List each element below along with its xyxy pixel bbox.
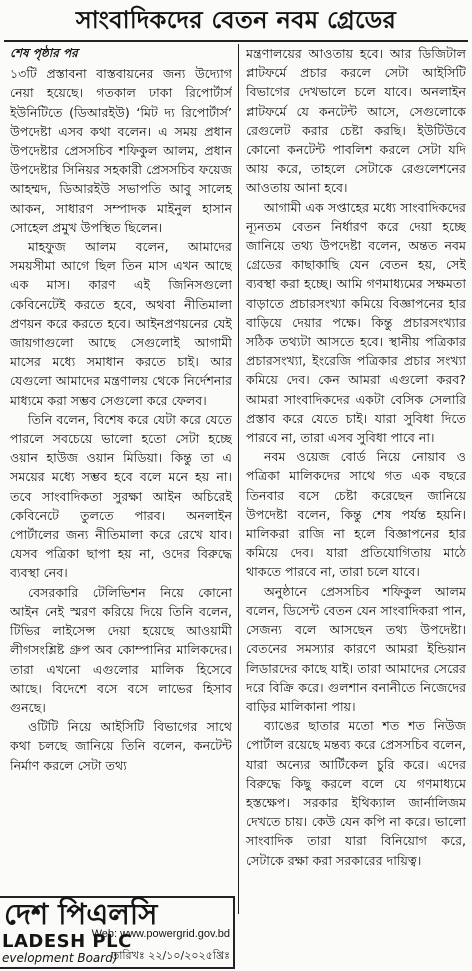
article-paragraph: ব্যাঙের ছাতার মতো শত শত নিউজ পোর্টাল রয়েছে মন্তব্য করে প্রেসসচিব বলেন, যারা অন্যের আর্টিকেল চুরি করে। এদের বিরুদ্ধে কিছু করলে বলে যে গণমাধ্যমে হস্তক্ষেপ। সরকার ইথিক্যাল জার্নালিজম দেখতে চায়। কেউ যেন কপি না করে। ভালো সাংবাদিক তারা যারা বিনিয়োগ করে, সেটাকে রক্ষা করা সরকারের দায়িত্ব। (246, 718, 466, 868)
article-paragraph: মাহফুজ আলম বলেন, আমাদের সময়সীমা আগে ছিল তিন মাস এখন আছে এক মাস। কারণ এই জিনিসগুলো কেবিনেটেই করতে হবে, অথবা নীতিমালা প্রণয়ন করে করতে হবে। আইনপ্রণয়নের যেই জায়গাগুলো আছে সেগুলোই আগামী মাসের মধ্যে সমাধান করতে চাই। আর যেগুলো আমাদের মন্ত্রণালয় থেকে নির্দেশনার মাধ্যমে করা সম্ভব সেগুলো করে ফেলব। (10, 239, 232, 408)
article-paragraph: মন্ত্রণালয়ের আওতায় হবে। আর ডিজিটাল প্লাটফর্মে প্রচার করলে সেটা আইসিটি বিভাগের দেখভালে চলে যাবে। অনলাইন প্লাটফর্মে যে কনটেন্ট আসে, সেগুলোকে রেগুলেট করার চেষ্টা করছি। ইউটিউবে কোনো কনটেন্ট পাবলিশ করলে সেটা যদি আয় করে, তাহলে সেটাকে রেগুলেশনের আওতায় আনা হবে। (246, 46, 466, 196)
article-paragraph: বেসরকারি টেলিভিশন নিয়ে কোনো আইন নেই স্মরণ করিয়ে দিয়ে তিনি বলেন, টিভির লাইসেন্স দেয়া হয়েছে আওয়ামী লীগসংশ্লিষ্ট গ্রুপ অব কোম্পানির মালিকদের। তারা এখনো এগুলোর মালিক হিসেবে আছে। বিদেশে বসে বসে লাভের হিসাব গুনছে। (10, 584, 232, 715)
article-paragraph: অনুষ্ঠানে প্রেসসচিব শফিকুল আলম বলেন, ডিসেন্ট বেতন যেন সাংবাদিকরা পান, সেজন্য বলে আসছেন তথ্য উপদেষ্টা। বেতনের সমস্যার কারণে আমরা ইন্ডিয়ান লিডারদের কাছে যাই। তারা আমাদের সেরের দরে বিক্রি করে। গুলশান বনানীতে নিজেদের বাড়ির মালিকানা পায়। (246, 583, 466, 714)
ad-company-name-en: LADESH PLC (2, 931, 132, 952)
ad-company-name-bn: দেশ পিএলসি (4, 897, 158, 931)
article-paragraph: তিনি বলেন, বিশেষ করে যেটা করে যেতে পারলে সবচেয়ে ভালো হতো সেটা হচ্ছে ওয়ান হাউজ ওয়ান মিডিয়া। কিন্তু তা এ সময়ের মধ্যে সম্ভব হবে বলে মনে হয় না। তবে সাংবাদিকতা সুরক্ষা আইন অচিরেই কেবিনেটে তুলতে পারব। অনলাইন পোর্টালের জন্য নীতিমালা করে রেখে যাব। যেসব পত্রিকা ছাপা হয় না, ওদের বিরুদ্ধে ব্যবস্থা নেব। (10, 411, 232, 581)
article-paragraph: নবম ওয়েজ বোর্ড নিয়ে নোয়াব ও পত্রিকা মালিকদের সাথে গত এক বছরে তিনবার বসে চেষ্টা করেছেন জানিয়ে উপদেষ্টা বলেন, কিন্তু শেষ পর্যন্ত হয়নি। মালিকরা রাজি না হলে বিজ্ঞাপনের হার কমিয়ে দেব। যারা প্রতিযোগিতায় মাঠে থাকতে পারবে না, তারা চলে যাবে। (246, 449, 466, 580)
article-paragraph: ১৩টি প্রস্তাবনা বাস্তবায়নের জন্য উদ্যোগ নেয়া হয়েছে। গতকাল ঢাকা রিপোর্টার্স ইউনিটিতে (ডিআরইউ) ‘মিট দ্য রিপোর্টার্স’ উপদেষ্টা এসব কথা বলেন। এ সময় প্রধান উপদেষ্টার প্রেসসচিব শফিকুল আলম, প্রধান উপদেষ্টার সিনিয়র সহকারী প্রেসসচিব ফয়েজ আহম্মদ, ডিআরইউ সভাপতি আবু সালেহ আকন, সাধারণ সম্পাদক মাইনুল হাসান সোহেল প্রমুখ উপস্থিত ছিলেন। (10, 66, 232, 235)
column-divider (238, 44, 239, 914)
ad-subtitle: evelopment Board) (2, 951, 118, 965)
article-paragraph: আগামী এক সপ্তাহের মধ্যে সাংবাদিকদের ন্যূনতম বেতন নির্ধারণ করে দেয়া হচ্ছে জানিয়ে তথ্য উপদেষ্টা বলেন, অন্তত নবম গ্রেডের কাছাকাছি যেন বেতন হয়, সেই ব্যবস্থা করা হচ্ছে। আমি গণমাধ্যমের সক্ষমতা বাড়াতে প্রচারসংখ্যা কমিয়ে বিজ্ঞাপনের হার বাড়িয়ে দেয়ার পক্ষে। কিন্তু প্রচারসংখ্যার সঠিক তথ্যটা আসতে হবে। স্থানীয় পত্রিকার প্রচারসংখ্যা, ইংরেজি পত্রিকার প্রচার সংখ্যা কমিয়ে দেব। কেন আমরা এগুলো করব? আমরা সাংবাদিকদের একটা বেসিক সেলারি প্রস্তাব করে যেতে চাই। যারা সুবিধা দিতে পারবে না, তারা এসব সুবিধা পাবে না। (246, 199, 466, 446)
ad-date: তারিখঃ ২২/১০/২০২৫খ্রিঃ (110, 949, 230, 962)
ad-website: Web: www.powergrid.gov.bd (91, 928, 230, 940)
article-column-left (10, 44, 232, 896)
continued-label: শেষ পৃষ্ঠার পর (10, 46, 78, 60)
article-column-right (246, 44, 466, 967)
headline-rule (4, 40, 468, 42)
headline: সাংবাদিকদের বেতন নবম গ্রেডের (75, 6, 397, 34)
article-paragraph: ওটিটি নিয়ে আইসিটি বিভাগের সাথে কথা চলছে জানিয়ে তিনি বলেন, কনটেন্ট নির্মাণ করলে সেটা তথ্য (10, 719, 232, 773)
